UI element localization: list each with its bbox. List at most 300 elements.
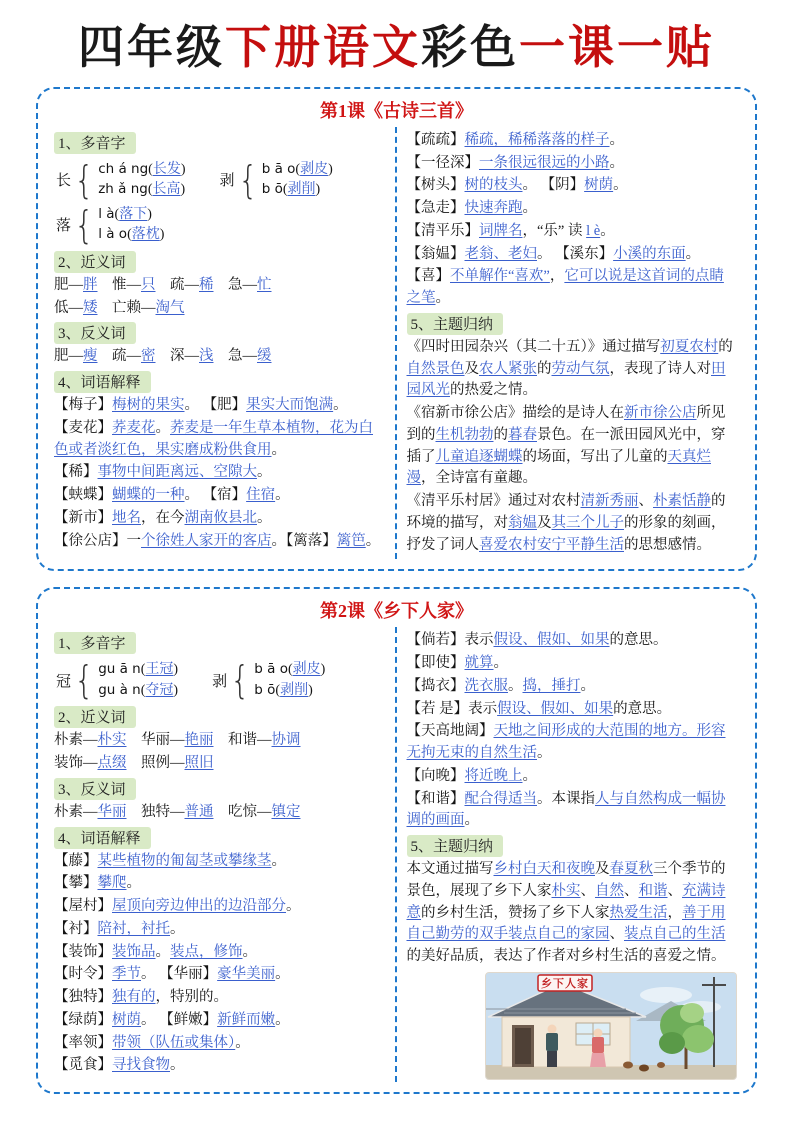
text-run: 。 (537, 745, 552, 762)
text-run: 。 (126, 875, 141, 892)
text-paragraph (54, 730, 385, 752)
underlined-term: 人与自然构成一幅协调的画面 (406, 790, 726, 829)
pinyin-text: b ā o (261, 160, 296, 177)
underlined-term: 篱笆 (336, 532, 366, 549)
underlined-term: 带领（队伍或集体） (112, 1034, 236, 1051)
underlined-term: 新鲜而嫩 (217, 1011, 276, 1028)
polyphone-group (56, 157, 186, 202)
text-run (214, 804, 229, 820)
underlined-term: 点缀 (97, 755, 127, 772)
text-run: 、 (667, 882, 682, 899)
underlined-term: 协调 (271, 732, 301, 749)
section-label: 5、主题归纳 (407, 313, 504, 335)
text-paragraph (54, 485, 385, 507)
lesson-2-columns (48, 627, 745, 1082)
text-run: 【宿】 (202, 487, 247, 504)
pinyin-reading: gu à n(夺冠) (98, 681, 179, 698)
underlined-term: 清新秀丽 (580, 493, 639, 510)
text-run: 。 (435, 290, 450, 307)
underlined-term: 热爱生活 (609, 904, 668, 921)
underlined-term: 只 (141, 276, 156, 293)
example-word: 王冠 (145, 662, 174, 678)
pinyin-reading: zh ǎ ng(长高) (98, 181, 186, 198)
text-run (98, 277, 113, 293)
underlined-term: 不单解作“喜欢” (450, 268, 550, 285)
text-run: 【徐公店】 (54, 532, 127, 549)
text-run: 。 (464, 812, 479, 829)
underlined-term: 朴素恬静 (653, 493, 711, 510)
underlined-term: 住宿 (246, 487, 276, 504)
text-run: 【麦花】 (54, 419, 112, 436)
underlined-term: 春夏秋 (609, 861, 653, 878)
text-run: 《清平乐村居》通过对农村 (406, 493, 581, 510)
polyphone-character: 长 (56, 173, 72, 190)
underlined-term: 捣，捶打 (522, 677, 581, 694)
example-word: 落枕 (131, 227, 160, 243)
text-paragraph (54, 851, 385, 873)
underlined-term: 攀爬 (97, 875, 127, 892)
text-run: 【翁媪】 (406, 245, 465, 262)
text-run (214, 732, 229, 748)
text-run: 。 (275, 1011, 290, 1028)
person-woman (594, 1028, 603, 1037)
text-paragraph (407, 653, 738, 675)
underlined-term: 配合得适当 (464, 790, 537, 807)
text-run: 急— (228, 276, 257, 293)
underlined-term: 树荫 (584, 177, 614, 194)
text-run (156, 277, 171, 293)
section-label: 1、多音字 (54, 132, 136, 154)
underlined-term: 喜爱农村安宁平静生活 (479, 536, 624, 553)
pinyin-reading: ch á ng(长发) (98, 160, 186, 177)
underlined-term: 暮春 (508, 426, 537, 443)
text-run: 。 (271, 441, 286, 458)
underlined-term: 胖 (83, 276, 98, 293)
text-run: 。 (600, 222, 615, 239)
underlined-term: 假设、假如、如果 (497, 700, 614, 717)
lesson-card-2 (36, 587, 757, 1094)
text-run: 。 (522, 767, 537, 784)
text-run: 、 (638, 493, 653, 510)
underlined-term: 密 (141, 348, 156, 365)
text-run: 的 (493, 426, 508, 443)
text-run: 【鲜嫩】 (159, 1011, 218, 1028)
text-run: 的乡村生活，赞扬了乡下人家 (421, 904, 610, 921)
pinyin-text: b ā o (254, 661, 288, 678)
text-paragraph (407, 175, 738, 197)
text-paragraph (54, 298, 385, 320)
text-run (98, 300, 113, 316)
text-run: ，“乐” 读 (522, 222, 587, 239)
underlined-term: 屋顶向旁边伸出的边沿部分 (112, 898, 286, 915)
text-run: 。 (522, 200, 537, 217)
lesson-1-columns (48, 127, 745, 560)
text-paragraph (54, 987, 385, 1009)
text-paragraph (54, 275, 385, 297)
text-paragraph (407, 789, 738, 833)
text-paragraph (54, 942, 385, 964)
text-run: 肥— (54, 276, 83, 293)
text-run: 。 (275, 966, 290, 983)
text-run: 。 (242, 943, 257, 960)
text-run: ，特别的。 (155, 989, 228, 1006)
text-paragraph (54, 418, 385, 462)
text-run: 的 (537, 360, 552, 377)
text-run: 及 (595, 861, 610, 878)
text-run: 。 (286, 898, 301, 915)
underlined-term: 小溪的东面 (613, 245, 686, 262)
section-label: 3、反义词 (54, 778, 136, 800)
underlined-term: 朴实 (551, 882, 581, 899)
text-run: 【藤】 (54, 852, 98, 869)
text-paragraph (54, 919, 385, 941)
text-run: 的思想感情。 (624, 536, 711, 553)
underlined-term: 劳动气氛 (551, 360, 610, 377)
text-run: 。 (141, 966, 160, 983)
text-run: 【若 是】表示 (406, 700, 498, 717)
underlined-term: 老翁、老妇 (464, 245, 537, 262)
text-paragraph (407, 244, 738, 266)
underlined-term: 新市徐公店 (624, 405, 697, 422)
text-paragraph (54, 753, 385, 775)
polyphone-character: 落 (56, 218, 72, 235)
text-paragraph (407, 676, 738, 698)
lesson-1-title: 第1课《古诗三首》 (320, 100, 473, 121)
pinyin-text: l à o (98, 226, 128, 243)
underlined-term: 词牌名 (479, 222, 523, 239)
example-word: 剥皮 (300, 161, 329, 177)
text-paragraph (54, 873, 385, 895)
underlined-term: 天地之间形成的大范围的地方。形容无拘无束的自然生活 (406, 723, 726, 762)
text-paragraph (54, 1033, 385, 1055)
underlined-term: 缓 (257, 348, 272, 365)
underlined-term: 树荫 (112, 1011, 141, 1028)
underlined-term: 假设、假如、如果 (493, 632, 610, 649)
underlined-term: 树的枝头 (464, 177, 523, 194)
text-run: ， (549, 268, 565, 285)
section-label: 1、多音字 (54, 632, 136, 654)
text-run: 肥— (54, 348, 83, 365)
text-run (127, 804, 142, 820)
text-run: 。 (235, 1034, 250, 1051)
text-paragraph (54, 346, 385, 368)
text-run: 。 (271, 852, 286, 869)
text-run: 【独特】 (54, 989, 112, 1006)
text-run: 。 (333, 397, 348, 414)
text-run: 。 (493, 655, 508, 672)
text-run: 一 (126, 532, 141, 549)
text-run: 【和谐】 (406, 790, 465, 807)
text-paragraph (54, 395, 385, 417)
text-run: 景色。在一派田园风光中，穿插了 (406, 426, 726, 465)
text-run: 的环境的描写，对 (406, 493, 726, 531)
text-run: 。 (170, 920, 185, 937)
text-run: 【华丽】 (159, 966, 218, 983)
text-run: 【蛱蝶】 (54, 487, 112, 504)
lesson-1-right-column (397, 127, 746, 560)
text-run: 。 (609, 131, 624, 148)
lesson-1-left-column (48, 127, 397, 560)
underlined-term: 朴实 (97, 732, 127, 749)
illustration-sign-text: 乡下人家 (541, 977, 589, 990)
underlined-term: 镇定 (271, 803, 301, 820)
example-word: 落下 (119, 206, 148, 222)
text-paragraph (54, 802, 385, 824)
pinyin-text: ch á ng (98, 160, 149, 177)
underlined-term: 自然景色 (406, 360, 465, 377)
text-paragraph (407, 721, 738, 765)
text-run: 。 (170, 1057, 185, 1074)
underlined-term: 和谐 (638, 882, 668, 899)
underlined-term: 陪衬，衬托 (97, 920, 170, 937)
text-run: 三个季节的景色，展现了乡下人家 (406, 861, 726, 899)
polyphone-group (219, 157, 333, 202)
text-run (214, 277, 229, 293)
text-run: 及 (464, 360, 479, 377)
text-run: 【新市】 (54, 509, 112, 526)
text-run: 的形象的刻画，抒发了词人 (406, 514, 726, 553)
text-paragraph (54, 1010, 385, 1032)
text-run: 【梅子】 (54, 397, 112, 414)
underlined-term: 一条很远很远的小路 (479, 154, 610, 171)
underlined-term: l è (586, 222, 601, 239)
underlined-term: 荞麦是一年生草本植物，花为白色或者淡红色，果实磨成粉供食用 (54, 419, 373, 458)
text-run: 【攀】 (54, 875, 98, 892)
text-paragraph (407, 337, 738, 402)
text-run: 深— (170, 348, 199, 365)
underlined-term: 地名 (112, 509, 141, 526)
underlined-term: 就算 (464, 655, 494, 672)
underlined-term: 稀疏，稀稀落落的样子 (464, 131, 610, 148)
text-run: 。 (257, 509, 272, 526)
text-run: 及 (537, 514, 552, 531)
text-run: 《四时田园杂兴（其二十五）》通过描写 (406, 338, 661, 355)
text-run: 。 (257, 464, 272, 481)
text-run: 亡赖— (112, 299, 156, 316)
text-run: 朴素— (54, 732, 98, 749)
text-paragraph (407, 630, 738, 652)
text-paragraph (407, 221, 738, 243)
title-segment: 彩色 (421, 22, 519, 73)
underlined-term: 矮 (83, 299, 98, 316)
text-run: 吃惊— (228, 803, 272, 820)
text-paragraph (407, 766, 738, 788)
text-run: 、 (624, 882, 639, 899)
underlined-term: 将近晚上 (464, 767, 523, 784)
text-paragraph (407, 130, 738, 152)
underlined-term: 其三个儿子 (551, 514, 624, 531)
text-run (98, 348, 113, 364)
underlined-term: 儿童追逐蝴蝶 (435, 448, 523, 465)
underlined-term: 果实大而饱满 (246, 397, 334, 414)
text-run: 朴素— (54, 803, 98, 820)
text-run: 惟— (112, 276, 141, 293)
text-run: 【衬】 (54, 920, 98, 937)
underlined-term: 蝴蝶的一种 (112, 487, 185, 504)
text-run: ，全诗富有童趣。 (421, 470, 537, 487)
text-run: 【清平乐】 (406, 222, 479, 239)
underlined-term: 独有的 (112, 989, 156, 1006)
text-paragraph (54, 508, 385, 530)
pinyin-reading: l à(落下) (98, 205, 152, 222)
polyphone-group (56, 202, 165, 247)
pinyin-text: zh ǎ ng (98, 181, 148, 198)
polyphone-row (56, 157, 385, 202)
text-run: 的热爱之情。 (450, 382, 537, 399)
underlined-term: 事物中间距离远、空隙大 (97, 464, 257, 481)
text-run: 。 (580, 677, 595, 694)
text-paragraph (407, 198, 738, 220)
polyphone-group (56, 658, 179, 703)
text-run: 【率领】 (54, 1034, 112, 1051)
underlined-term: 艳丽 (184, 732, 214, 749)
brace-glyph: { (237, 157, 258, 202)
text-run: 。 (275, 487, 290, 504)
text-paragraph (54, 531, 385, 553)
underlined-term: 农人紧张 (479, 360, 537, 377)
underlined-term: 瘦 (83, 348, 98, 365)
underlined-term: 普通 (184, 803, 214, 820)
section-label: 3、反义词 (54, 322, 136, 344)
example-word: 剥皮 (292, 662, 321, 678)
text-run: 【稀】 (54, 464, 98, 481)
pinyin-text: gu ā n (98, 661, 141, 678)
underlined-term: 梅树的果实 (112, 397, 185, 414)
text-run: 《宿新市徐公店》描绘的是诗人在 (406, 405, 624, 422)
text-run: 。 (609, 154, 624, 171)
underlined-term: 装点自己的生活 (624, 926, 726, 943)
example-word: 长高 (152, 182, 181, 198)
text-run: 【绿荫】 (54, 1011, 112, 1028)
text-run: 的美好品质，表达了作者对乡村生活的喜爱之情。 (406, 948, 726, 965)
text-run: 【天高地阔】 (406, 723, 494, 740)
underlined-term: 初夏农村 (660, 338, 719, 355)
text-run: 独特— (141, 803, 185, 820)
text-run: 疏— (170, 276, 199, 293)
text-run: 【喜】 (406, 268, 450, 285)
text-paragraph (407, 699, 738, 721)
text-run: 【疏疏】 (406, 131, 465, 148)
underlined-term: 自然 (595, 882, 624, 899)
text-paragraph (54, 964, 385, 986)
underlined-term: 装点，修饰 (170, 943, 243, 960)
lesson-card-1 (36, 87, 757, 572)
text-run: 和谐— (228, 732, 272, 749)
text-run: 【屋村】 (54, 898, 112, 915)
text-run: 华丽— (141, 732, 185, 749)
underlined-term: 乡村白天和夜晚 (493, 861, 595, 878)
underlined-term: 快速奔跑 (464, 200, 523, 217)
brace-glyph: { (230, 658, 250, 703)
text-run: 。 (613, 177, 628, 194)
underlined-term: 华丽 (97, 803, 127, 820)
text-run: 。本课指 (537, 790, 595, 807)
text-run: 【倘若】表示 (406, 632, 494, 649)
underlined-term: 装饰品 (112, 943, 156, 960)
pinyin-reading: b ā o(剥皮) (261, 160, 333, 177)
lesson-2-title: 第2课《乡下人家》 (320, 601, 473, 622)
underlined-term: 忙 (257, 276, 272, 293)
underlined-term: 季节 (112, 966, 141, 983)
pinyin-reading: b ō(剥削) (254, 681, 313, 698)
underlined-term: 田园风光 (406, 360, 726, 399)
polyphone-character: 剥 (219, 173, 235, 190)
text-run: 急— (228, 348, 257, 365)
underlined-term: 湖南攸县北 (184, 509, 257, 526)
text-run: 。 (155, 419, 170, 436)
text-run: ，在今 (141, 509, 185, 526)
text-run: 【溪东】 (555, 245, 614, 262)
text-run (214, 348, 229, 364)
text-run: 。 (685, 245, 701, 262)
text-run: 【向晚】 (406, 767, 465, 784)
text-run (127, 755, 142, 771)
title-segment: 下册语文 (225, 22, 421, 73)
text-run: 照例— (141, 755, 185, 772)
pinyin-text: b ō (261, 181, 283, 198)
text-run: 装饰— (54, 755, 98, 772)
text-paragraph (54, 896, 385, 918)
text-run: 。 (184, 487, 203, 504)
underlined-term: 浅 (199, 348, 214, 365)
example-word: 长发 (152, 161, 181, 177)
underlined-term: 充满诗意 (406, 882, 726, 921)
text-run: 本文通过描写 (406, 861, 494, 878)
underlined-term: 天真烂漫 (406, 448, 711, 487)
text-run (127, 732, 142, 748)
chicken (623, 1061, 633, 1068)
text-run: 【觅食】 (54, 1057, 112, 1074)
text-run: 所见到的 (406, 405, 726, 443)
text-run: 。 (155, 943, 170, 960)
text-run: 【树头】 (406, 177, 465, 194)
section-label: 4、词语解释 (54, 827, 151, 849)
example-word: 剥削 (287, 182, 316, 198)
underlined-term: 翁媪 (508, 514, 537, 531)
polyphone-group (212, 658, 326, 703)
underlined-term: 个徐姓人家开的客店 (141, 532, 272, 549)
text-run: 【阴】 (540, 177, 585, 194)
title-segment: 四年级 (78, 22, 225, 73)
text-run: 。 (537, 245, 556, 262)
pinyin-text: gu à n (98, 681, 141, 698)
polyphone-row (56, 658, 385, 703)
worksheet-page (0, 22, 793, 1144)
underlined-term: 寻找食物 (112, 1057, 170, 1074)
text-paragraph (407, 491, 738, 556)
underlined-term: 善于用自己勤劳的双手装点自己的家园 (406, 904, 726, 943)
text-run: ， (667, 904, 682, 921)
text-run: 。 (184, 397, 203, 414)
text-paragraph (407, 859, 738, 968)
underlined-term: 淘气 (155, 299, 185, 316)
pinyin-text: b ō (254, 681, 276, 698)
page-title (0, 22, 793, 75)
brace-glyph: { (74, 202, 94, 247)
underlined-term: 生机勃勃 (435, 426, 494, 443)
text-run: ，表现了诗人对 (609, 360, 711, 377)
text-paragraph (54, 1055, 385, 1077)
section-label: 5、主题归纳 (407, 835, 504, 857)
underlined-term: 它可以说是这首词的点睛之笔 (406, 268, 724, 307)
text-run: 【时令】 (54, 966, 112, 983)
underlined-term: 某些植物的匍匐茎或攀缘茎 (97, 852, 272, 869)
underlined-term: 稀 (199, 276, 214, 293)
example-word: 剥削 (280, 682, 309, 698)
title-segment: 一课一贴 (519, 22, 715, 73)
brace-glyph: { (74, 157, 94, 202)
text-run: 【一径深】 (406, 154, 479, 171)
